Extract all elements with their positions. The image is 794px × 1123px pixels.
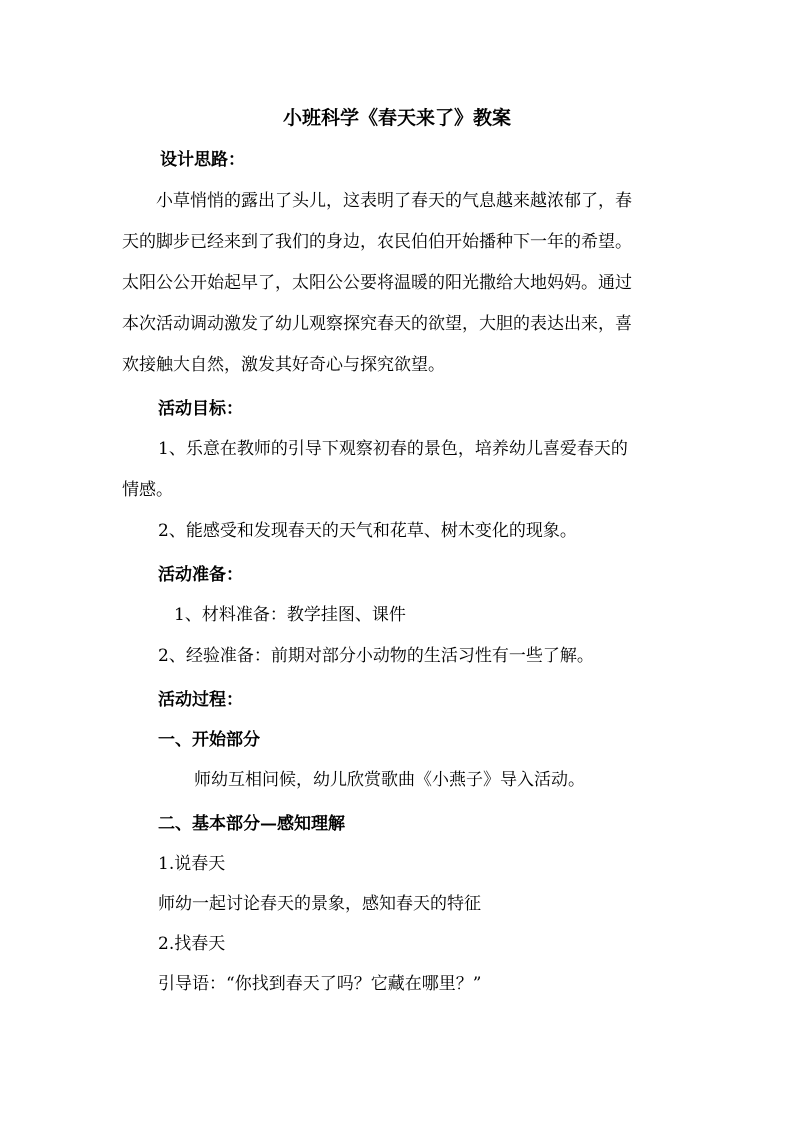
goal-item-2: 2、能感受和发现春天的天气和花草、树木变化的现象。 (158, 521, 577, 541)
design-heading: 设计思路： (160, 150, 245, 170)
prep-item-1: 1、材料准备：教学挂图、课件 (174, 605, 406, 625)
design-paragraph-line: 太阳公公开始起早了，太阳公公要将温暖的阳光撒给大地妈妈。通过 (122, 273, 632, 293)
process-step1-text: 师幼一起讨论春天的景象，感知春天的特征 (158, 894, 481, 914)
prep-item-2: 2、经验准备：前期对部分小动物的生活习性有一些了解。 (158, 646, 594, 666)
design-paragraph-line: 欢接触大自然，激发其好奇心与探究欲望。 (122, 355, 445, 375)
goal-item-1-continued: 情感。 (122, 480, 173, 500)
process-step2-text: 引导语：“你找到春天了吗？它藏在哪里？” (158, 974, 482, 994)
process-heading: 活动过程： (158, 690, 243, 710)
design-paragraph-line: 本次活动调动激发了幼儿观察探究春天的欲望，大胆的表达出来，喜 (122, 314, 632, 334)
goals-heading: 活动目标： (158, 399, 243, 419)
design-paragraph-line: 小草悄悄的露出了头儿，这表明了春天的气息越来越浓郁了，春 (156, 191, 632, 211)
process-part1-text: 师幼互相问候，幼儿欣赏歌曲《小燕子》导入活动。 (194, 770, 585, 790)
goal-item-1: 1、乐意在教师的引导下观察初春的景色，培养幼儿喜爱春天的 (158, 439, 628, 459)
process-step1-heading: 1.说春天 (158, 854, 226, 874)
design-paragraph-line: 天的脚步已经来到了我们的身边，农民伯伯开始播种下一年的希望。 (122, 232, 632, 252)
document-title: 小班科学《春天来了》教案 (282, 107, 511, 129)
process-part1-heading: 一、开始部分 (158, 730, 260, 750)
prep-heading: 活动准备： (158, 565, 243, 585)
process-step2-heading: 2.找春天 (158, 934, 226, 954)
process-part2-heading: 二、基本部分—感知理解 (158, 814, 345, 834)
